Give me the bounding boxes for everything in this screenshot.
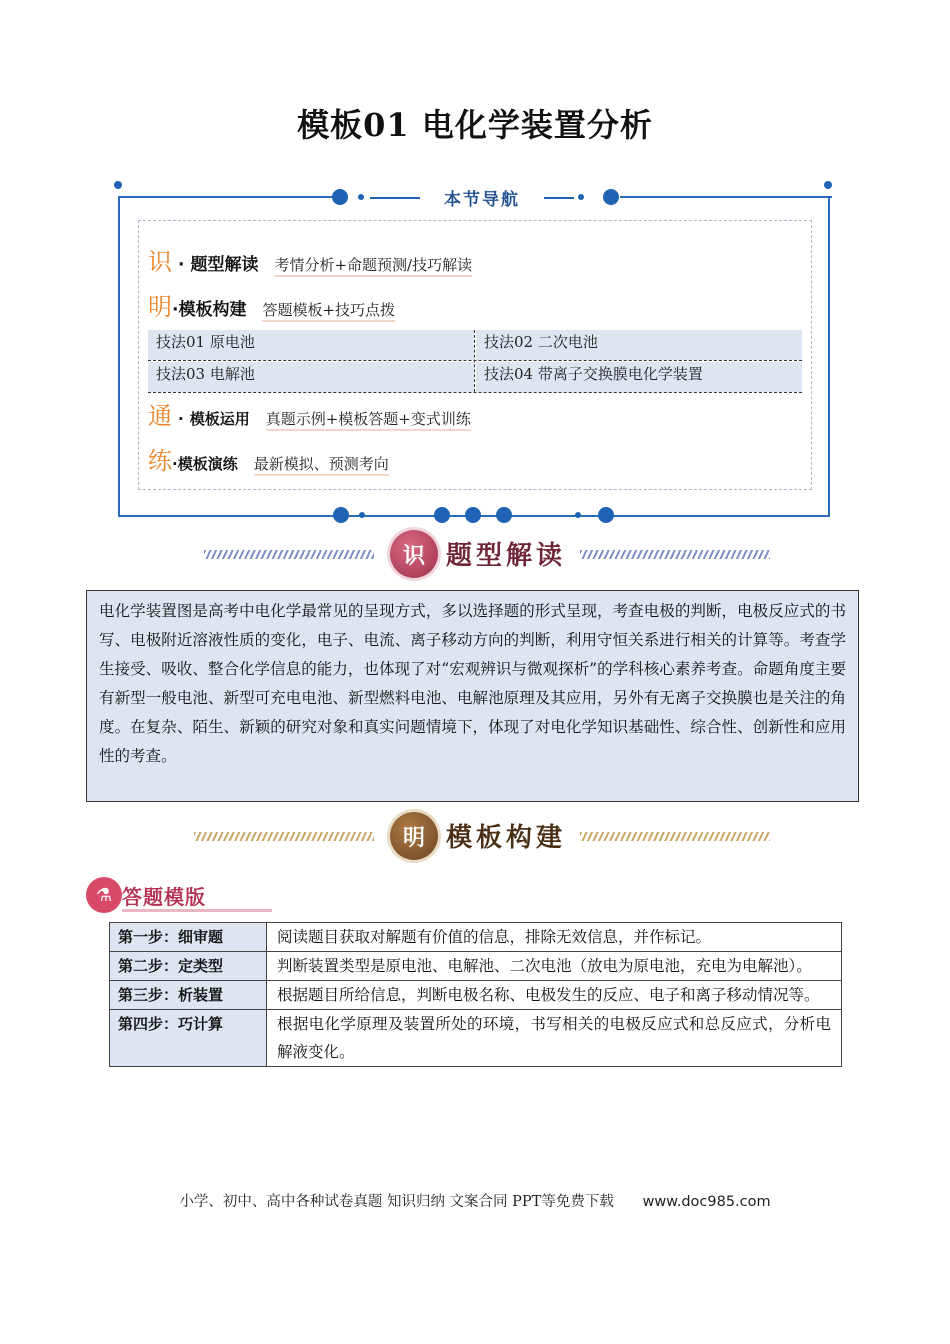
hatch-decoration [194, 832, 374, 841]
section-title: 题型解读 [446, 541, 567, 571]
technique-cell: 技法03 电解池 [148, 362, 474, 392]
seal-icon: 明 [390, 812, 438, 860]
dot-icon [358, 194, 364, 200]
nav-label: 模板构建 [178, 300, 247, 320]
technique-grid [148, 330, 802, 392]
nav-char: 通 [148, 402, 172, 430]
nav-label: 模板演练 [177, 455, 238, 473]
nav-header-title: 本节导航 [444, 190, 520, 210]
seal-icon: 识 [390, 530, 438, 578]
nav-sep: · [172, 455, 178, 473]
nav-row-ming [148, 287, 395, 322]
dot-icon [434, 507, 450, 523]
nav-header [330, 183, 630, 213]
answer-template-badge [86, 875, 246, 915]
nav-desc: 最新模拟、预测考向 [254, 453, 389, 476]
nav-row-shi [148, 242, 472, 277]
nav-desc: 答题模板+技巧点拨 [262, 299, 395, 322]
dot-icon [332, 189, 348, 205]
hatch-decoration [580, 550, 770, 559]
step-label: 第四步：巧计算 [110, 1010, 267, 1067]
step-desc: 判断装置类型是原电池、电解池、二次电池（放电为原电池，充电为电解池）。 [267, 952, 842, 981]
step-label: 第二步：定类型 [110, 952, 267, 981]
dashed-divider [148, 392, 802, 393]
nav-char: 识 [148, 248, 172, 276]
dot-icon [359, 512, 365, 518]
table-row [110, 981, 842, 1010]
step-desc: 阅读题目获取对解题有价值的信息，排除无效信息，并作标记。 [267, 923, 842, 952]
dot-icon [598, 507, 614, 523]
badge-underline [122, 909, 272, 912]
section-title: 模板构建 [446, 823, 567, 853]
step-desc: 根据题目所给信息，判断电极名称、电极发生的反应、电子和离子移动情况等。 [267, 981, 842, 1010]
hatch-decoration [580, 832, 770, 841]
nav-label: 题型解读 [190, 255, 259, 275]
dot-icon [578, 194, 584, 200]
dot-icon [114, 181, 122, 189]
nav-header-line [544, 197, 574, 199]
nav-sep: · [178, 255, 185, 275]
hatch-decoration [204, 550, 374, 559]
nav-row-tong [148, 396, 471, 431]
nav-desc: 考情分析+命题预测/技巧解读 [274, 254, 472, 277]
dot-icon [496, 507, 512, 523]
technique-cell: 技法02 二次电池 [476, 330, 802, 360]
technique-cell: 技法01 原电池 [148, 330, 474, 360]
nav-label: 模板运用 [189, 410, 250, 428]
dot-icon [465, 507, 481, 523]
nav-char: 明 [148, 293, 172, 321]
step-desc: 根据电化学原理及装置所处的环境，书写相关的电极反应式和总反应式，分析电解液变化。 [267, 1010, 842, 1067]
table-row [110, 952, 842, 981]
nav-row-lian [148, 441, 389, 476]
technique-cell: 技法04 带离子交换膜电化学装置 [476, 362, 802, 392]
nav-sep: · [178, 410, 184, 428]
dot-icon [824, 181, 832, 189]
table-row [110, 923, 842, 952]
nav-sep: · [172, 300, 179, 320]
footer-text: 小学、初中、高中各种试卷真题 知识归纳 文案合同 PPT等免费下载 [179, 1194, 614, 1210]
step-label: 第一步：细审题 [110, 923, 267, 952]
page-footer [0, 1190, 950, 1211]
section-banner-tixing [190, 528, 770, 584]
footer-link[interactable]: www.doc985.com [642, 1194, 771, 1210]
nav-char: 练 [148, 447, 172, 475]
intro-paragraph: 电化学装置图是高考中电化学最常见的呈现方式，多以选择题的形式呈现，考查电极的判断，电极反应式的书写、电极附近溶液性质的变化，电子、电流、离子移动方向的判断，利用守恒关系进行相关的计算等。考查学生接受、吸收、整合化学信息的能力，也体现了对“宏观辨识与微观探析”的学科核心素养考查。命题角度主要有新型一般电池、新型可充电电池、新型燃料电池、电解池原理及其应用，另外有无离子交换膜也是关注的角度。在复杂、陌生、新颖的研究对象和真实问题情境下，体现了对电化学知识基础性、综合性、创新性和应用性的考查。 [86, 590, 859, 802]
nav-desc: 真题示例+模板答题+变式训练 [266, 408, 471, 431]
flask-icon: ⚗ [86, 877, 122, 913]
badge-title: 答题模版 [122, 885, 206, 909]
nav-header-line [370, 197, 420, 199]
table-row [110, 1010, 842, 1067]
page-title: 模板01 电化学装置分析 [297, 106, 653, 144]
dot-icon [333, 507, 349, 523]
dashed-divider [474, 330, 475, 392]
dashed-divider [148, 360, 802, 361]
dot-icon [575, 512, 581, 518]
steps-table [109, 922, 842, 1067]
section-banner-moban [190, 810, 770, 866]
step-label: 第三步：析装置 [110, 981, 267, 1010]
dot-icon [603, 189, 619, 205]
